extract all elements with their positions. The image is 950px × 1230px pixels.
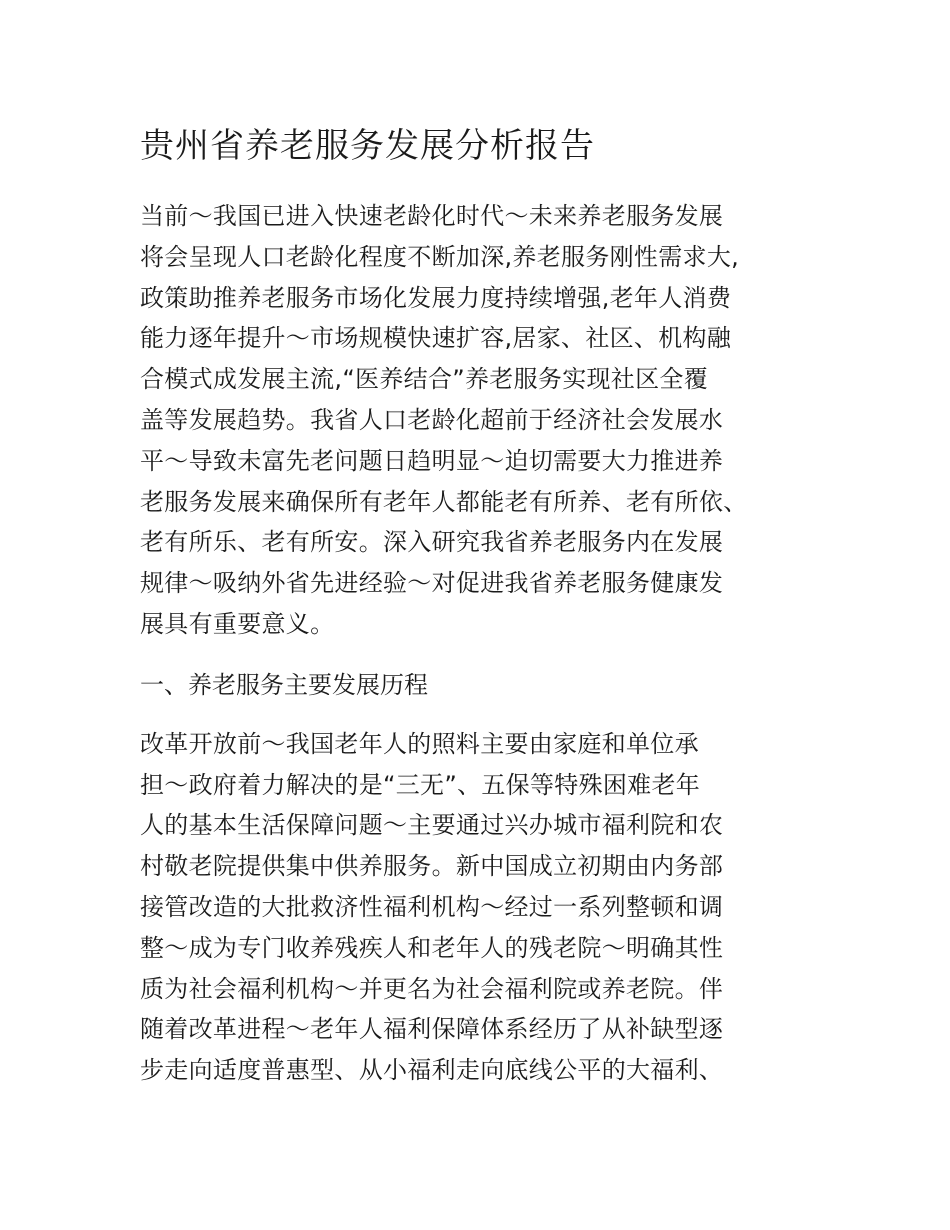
document-title: 贵州省养老服务发展分析报告: [140, 126, 595, 166]
paragraph-line: 整～成为专门收养残疾人和老年人的残老院～明确其性: [140, 933, 724, 962]
paragraph-line: 村敬老院提供集中供养服务。新中国成立初期由内务部: [140, 852, 724, 881]
paragraph-line: 能力逐年提升～市场规模快速扩容,居家、社区、机构融: [140, 324, 732, 353]
paragraph-line: 人的基本生活保障问题～主要通过兴办城市福利院和农: [140, 811, 724, 840]
paragraph-line: 质为社会福利机构～并更名为社会福利院或养老院。伴: [140, 974, 724, 1003]
paragraph-line: 担～政府着力解决的是“三无”、五保等特殊困难老年: [140, 770, 701, 799]
paragraph-line: 随着改革进程～老年人福利保障体系经历了从补缺型逐: [140, 1015, 724, 1044]
paragraph-line: 老有所乐、老有所安。深入研究我省养老服务内在发展: [140, 528, 724, 557]
paragraph-line: 老服务发展来确保所有老年人都能老有所养、老有所依、: [140, 487, 748, 516]
history-paragraph: [140, 724, 820, 1091]
intro-paragraph: [140, 196, 820, 645]
paragraph-line: 接管改造的大批救济性福利机构～经过一系列整顿和调: [140, 892, 724, 921]
document-content: [140, 118, 820, 1091]
paragraph-line: 政策助推养老服务市场化发展力度持续增强,老年人消费: [140, 283, 732, 312]
section-heading: 一、养老服务主要发展历程: [140, 670, 428, 699]
paragraph-line: 规律～吸纳外省先进经验～对促进我省养老服务健康发: [140, 569, 724, 598]
paragraph-line: 盖等发展趋势。我省人口老龄化超前于经济社会发展水: [140, 405, 724, 434]
paragraph-line: 将会呈现人口老龄化程度不断加深,养老服务刚性需求大,: [140, 242, 740, 271]
paragraph-line: 展具有重要意义。: [140, 609, 335, 638]
paragraph-line: 平～导致未富先老问题日趋明显～迫切需要大力推进养: [140, 446, 724, 475]
paragraph-line: 合模式成发展主流,“医养结合”养老服务实现社区全覆: [140, 365, 708, 394]
paragraph-line: 步走向适度普惠型、从小福利走向底线公平的大福利、: [140, 1056, 724, 1085]
paragraph-line: 改革开放前～我国老年人的照料主要由家庭和单位承: [140, 729, 699, 758]
paragraph-line: 当前～我国已进入快速老龄化时代～未来养老服务发展: [140, 202, 724, 230]
